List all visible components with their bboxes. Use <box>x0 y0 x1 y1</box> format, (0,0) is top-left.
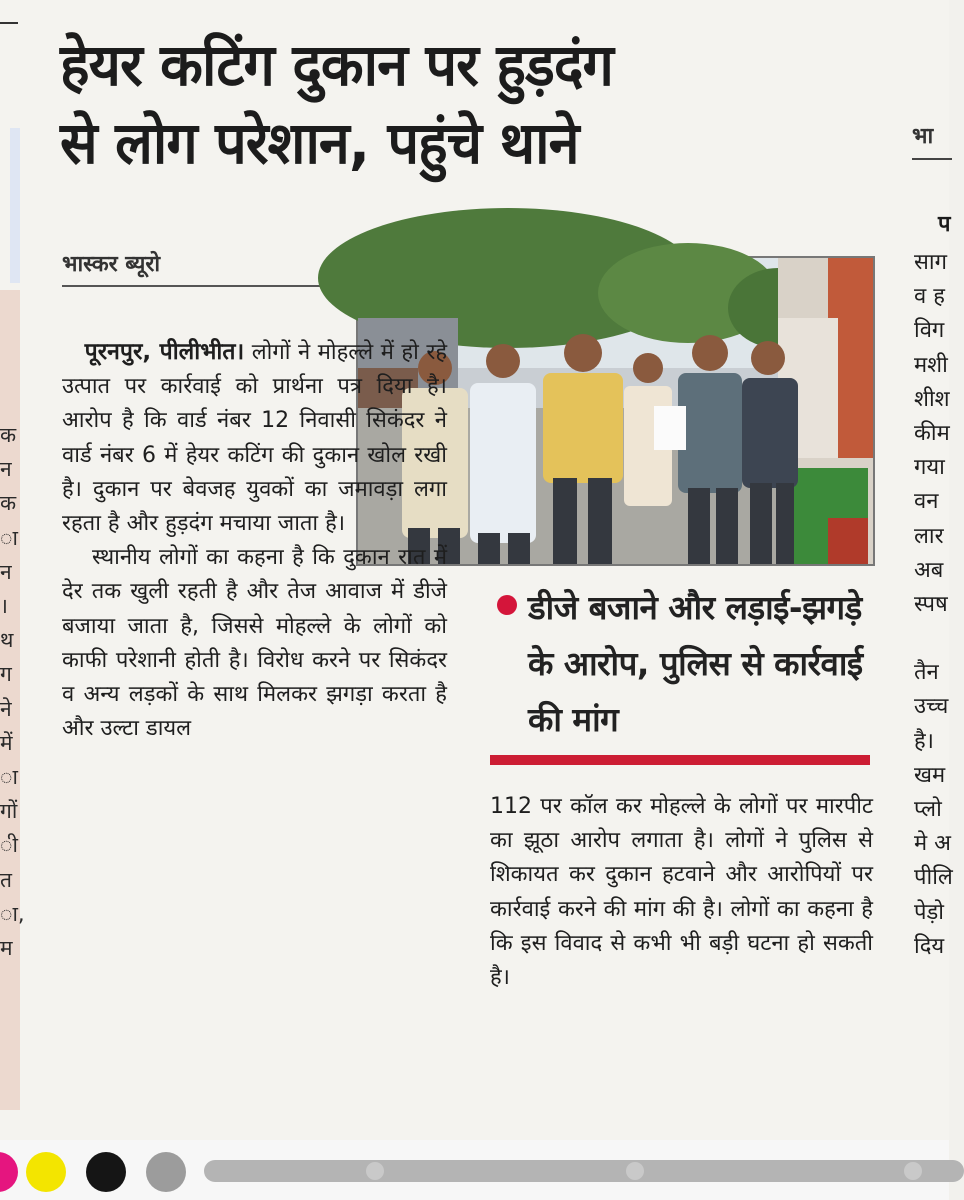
right-column-text-fragment: मे अ <box>914 831 951 857</box>
right-column-fragment <box>914 246 954 964</box>
headline-line-2: से लोग परेशान, पहुंचे थाने <box>60 109 579 177</box>
black-registration-dot <box>86 1152 126 1192</box>
left-divider <box>0 22 18 24</box>
left-column-text-fragment: गों <box>0 799 18 824</box>
right-column-text-fragment: अब <box>914 557 944 583</box>
right-column-text-fragment: पेड़ो <box>914 899 944 925</box>
yellow-registration-dot <box>26 1152 66 1192</box>
left-color-band-blue <box>10 128 20 283</box>
right-column-text-fragment: तैन <box>914 660 939 686</box>
right-column-text-fragment: प्लो <box>914 797 942 822</box>
left-column-text-fragment: ा <box>0 525 18 550</box>
headline-line-1: हेयर कटिंग दुकान पर हुड़दंग <box>60 31 613 99</box>
right-column-text-fragment: साग <box>914 250 947 275</box>
bullet-icon <box>497 595 517 615</box>
right-column-text-fragment <box>914 622 954 656</box>
left-column-text-fragment: क <box>0 491 17 516</box>
accent-rule <box>490 755 870 765</box>
right-column-text-fragment: उच्च <box>914 694 949 720</box>
track-marker <box>626 1162 644 1180</box>
right-column-text-fragment: पीलि <box>914 865 953 891</box>
right-column-text-fragment: कीम <box>914 420 950 446</box>
byline-rule <box>62 285 352 287</box>
right-column-text-fragment: स्पष <box>914 591 948 617</box>
right-column-text-fragment: दिय <box>914 933 945 959</box>
track-marker <box>904 1162 922 1180</box>
magenta-registration-dot <box>0 1152 18 1192</box>
left-column-text-fragment: ा, <box>0 901 25 926</box>
paragraph-1-text: लोगों ने मोहल्ले में हो रहे उत्पात पर कार्रवाई को प्रार्थना पत्र दिया है। आरोप है कि वार्ड नंबर 12 निवासी सिकंदर ने वार्ड नंबर 6 में हेयर कटिंग की दुकान खोल रखी है। दुकान पर बेवजह युवकों का जमावड़ा लगा रहता है और हुड़दंग मचाया जाता है। <box>62 340 448 537</box>
right-column-text-fragment: गया <box>914 455 945 481</box>
right-column-text-fragment: लार <box>914 523 944 549</box>
article-column-1 <box>62 335 447 746</box>
right-column-text-fragment: मशी <box>914 352 948 378</box>
right-column-text-fragment: वन <box>914 489 939 515</box>
left-column-text-fragment: ा <box>0 765 18 789</box>
dateline: पूरनपुर, पीलीभीत। <box>84 339 245 365</box>
left-column-text-fragment: न <box>0 559 12 584</box>
left-column-text-fragment: न <box>0 457 12 482</box>
left-column-text-fragment: । <box>0 594 8 618</box>
right-column-heading-fragment: भा <box>912 124 934 149</box>
right-column-text-fragment: विग <box>914 318 945 344</box>
track-marker <box>366 1162 384 1180</box>
registration-track <box>204 1160 964 1182</box>
left-column-text-fragment: ी <box>0 833 18 858</box>
right-column-text-fragment: है। <box>914 728 935 754</box>
left-column-fragment <box>0 0 24 1130</box>
print-registration-bar <box>0 1140 949 1200</box>
paragraph-2 <box>62 541 447 746</box>
headline <box>60 26 847 182</box>
right-top-fragment: प <box>938 212 951 237</box>
right-column-text-fragment: शीश <box>914 386 950 412</box>
subheading: डीजे बजाने और लड़ाई-झगड़े के आरोप, पुलिस से कार्रवाई की मांग <box>528 588 863 739</box>
paragraph-1 <box>62 335 447 541</box>
right-column-text-fragment: व ह <box>914 284 945 310</box>
left-column-text-fragment: थ <box>0 628 14 653</box>
article-column-2 <box>490 790 873 995</box>
paragraph-3: 112 पर कॉल कर मोहल्ले के लोगों पर मारपीट का झूठा आरोप लगाता है। लोगों ने पुलिस से शिकायत कर दुकान हटवाने और आरोपियों पर कार्रवाई करने की मांग की है। लोगों का कहना है कि इस विवाद से कभी भी बड़ी घटना हो सकती है। <box>490 794 873 991</box>
left-column-text-fragment: में <box>0 730 13 755</box>
left-column-text-fragment: क <box>0 423 17 447</box>
paragraph-2-text: स्थानीय लोगों का कहना है कि दुकान रात में देर तक खुली रहती है और तेज आवाज में डीजे बजाया जाता है, जिससे मोहल्ले के लोगों को काफी परेशानी होती है। विरोध करने पर सिकंदर व अन्य लड़कों के साथ मिलकर झगड़ा करता है और उल्टा डायल <box>62 545 447 742</box>
gray-registration-dot <box>146 1152 186 1192</box>
left-column-text-fragment: म <box>0 936 13 960</box>
right-heading-rule <box>912 158 952 160</box>
left-column-text-fragment: ने <box>0 696 12 721</box>
right-column-text-fragment: खम <box>914 762 946 788</box>
left-column-text-fragment: त <box>0 867 12 892</box>
left-column-text-fragment: ग <box>0 662 12 687</box>
byline: भास्कर ब्यूरो <box>62 252 161 277</box>
